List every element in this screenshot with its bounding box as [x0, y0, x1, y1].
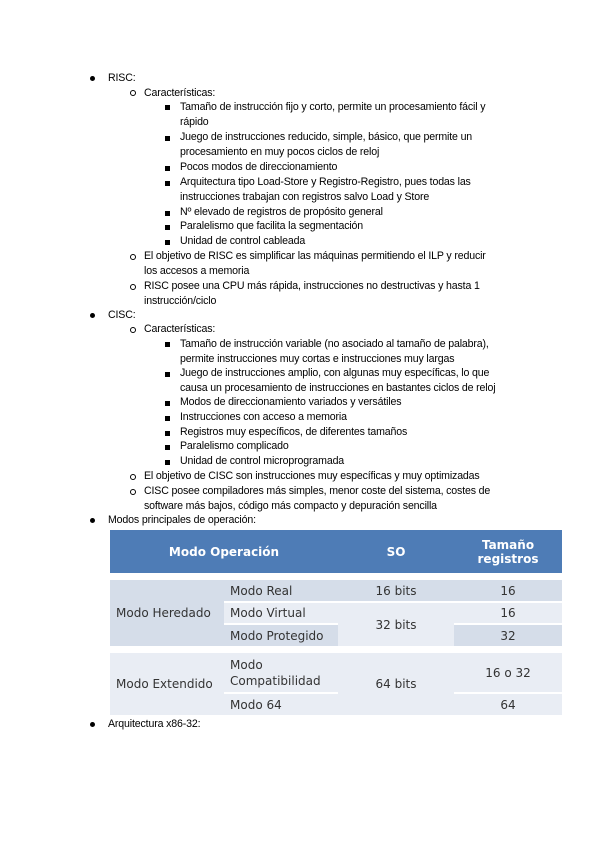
- risc-feature-7: Unidad de control cableada: [180, 235, 306, 247]
- circle-bullet-icon: [130, 474, 136, 480]
- circle-bullet-icon: [130, 90, 136, 96]
- square-bullet-icon: [165, 431, 170, 436]
- modes-table: [110, 530, 562, 715]
- risc-title: RISC:: [108, 72, 136, 84]
- risc-feature-6: Paralelismo que facilita la segmentación: [180, 220, 364, 232]
- mode-protegido-regs: 32: [454, 624, 562, 646]
- risc-feature-1: Tamaño de instrucción fijo y corto, permite un procesamiento fácil y rápido: [180, 101, 486, 128]
- mode-virtual-regs: 16: [454, 602, 562, 624]
- cisc-feature-2: Juego de instrucciones amplio, con algunas muy específicas, lo que causa un procesamiento de instrucciones en bastantes ciclos de reloj: [180, 367, 496, 394]
- square-bullet-icon: [165, 136, 170, 141]
- mode-64: Modo 64: [224, 693, 338, 715]
- mode-64-regs: 64: [454, 693, 562, 715]
- mode-compat: Modo Compatibilidad: [224, 653, 338, 693]
- risc-feature-4: Arquitectura tipo Load-Store y Registro-Registro, pues todas las instrucciones trabajan con registros salvo Load y Store: [180, 176, 471, 203]
- square-bullet-icon: [165, 211, 170, 216]
- mode-real-so: 16 bits: [338, 580, 454, 602]
- square-bullet-icon: [165, 401, 170, 406]
- arch-title: Arquitectura x86-32:: [108, 718, 201, 730]
- square-bullet-icon: [165, 105, 170, 110]
- cisc-feature-7: Unidad de control microprogramada: [180, 455, 345, 467]
- risc-point-1: El objetivo de RISC es simplificar las máquinas permitiendo el ILP y reducir los accesos a memoria: [144, 250, 486, 277]
- square-bullet-icon: [165, 225, 170, 230]
- square-bullet-icon: [165, 342, 170, 347]
- circle-bullet-icon: [130, 327, 136, 333]
- mode-vp-so: 32 bits: [338, 602, 454, 646]
- cisc-feature-1: Tamaño de instrucción variable (no asociado al tamaño de palabra), permite instrucciones muy cortas e instrucciones muy largas: [180, 338, 489, 365]
- square-bullet-icon: [165, 460, 170, 465]
- cisc-feature-5: Registros muy específicos, de diferentes tamaños: [180, 426, 408, 438]
- circle-bullet-icon: [130, 254, 136, 260]
- heredado-label: Modo Heredado: [110, 580, 224, 646]
- mode-virtual: Modo Virtual: [224, 602, 338, 624]
- bullet-icon: [90, 518, 95, 523]
- cisc-title: CISC:: [108, 309, 136, 321]
- header-mode: Modo Operación: [110, 530, 338, 573]
- cisc-point-1: El objetivo de CISC son instrucciones muy específicas y muy optimizadas: [144, 470, 480, 482]
- bullet-icon: [90, 313, 95, 318]
- header-regs: Tamaño registros: [454, 530, 562, 573]
- risc-point-2: RISC posee una CPU más rápida, instrucciones no destructivas y hasta 1 instrucción/ciclo: [144, 280, 480, 307]
- mode-real: Modo Real: [224, 580, 338, 602]
- risc-feature-5: Nº elevado de registros de propósito general: [180, 206, 383, 218]
- table-row: [110, 653, 562, 693]
- extendido-so: 64 bits: [338, 653, 454, 715]
- mode-compat-regs: 16 o 32: [454, 653, 562, 693]
- cisc-features-title: Características:: [144, 323, 216, 335]
- bullet-icon: [90, 76, 95, 81]
- square-bullet-icon: [165, 416, 170, 421]
- square-bullet-icon: [165, 445, 170, 450]
- cisc-feature-4: Instrucciones con acceso a memoria: [180, 411, 347, 423]
- risc-feature-2: Juego de instrucciones reducido, simple, básico, que permite un procesamiento en muy pocos ciclos de reloj: [180, 131, 473, 158]
- mode-real-regs: 16: [454, 580, 562, 602]
- cisc-point-2: CISC posee compiladores más simples, menor coste del sistema, costes de software más bajos, código más compacto y depuración sencilla: [144, 485, 491, 512]
- table-row: [110, 580, 562, 602]
- extendido-label: Modo Extendido: [110, 653, 224, 715]
- table-header-row: [110, 530, 562, 573]
- square-bullet-icon: [165, 372, 170, 377]
- bullet-icon: [90, 722, 95, 727]
- square-bullet-icon: [165, 240, 170, 245]
- cisc-feature-3: Modos de direccionamiento variados y versátiles: [180, 396, 402, 408]
- square-bullet-icon: [165, 166, 170, 171]
- circle-bullet-icon: [130, 284, 136, 290]
- risc-features-title: Características:: [144, 87, 216, 99]
- cisc-feature-6: Paralelismo complicado: [180, 440, 289, 452]
- risc-feature-3: Pocos modos de direccionamiento: [180, 161, 338, 173]
- square-bullet-icon: [165, 181, 170, 186]
- header-so: SO: [338, 530, 454, 573]
- mode-protegido: Modo Protegido: [224, 624, 338, 646]
- modes-title: Modos principales de operación:: [108, 514, 256, 526]
- circle-bullet-icon: [130, 489, 136, 495]
